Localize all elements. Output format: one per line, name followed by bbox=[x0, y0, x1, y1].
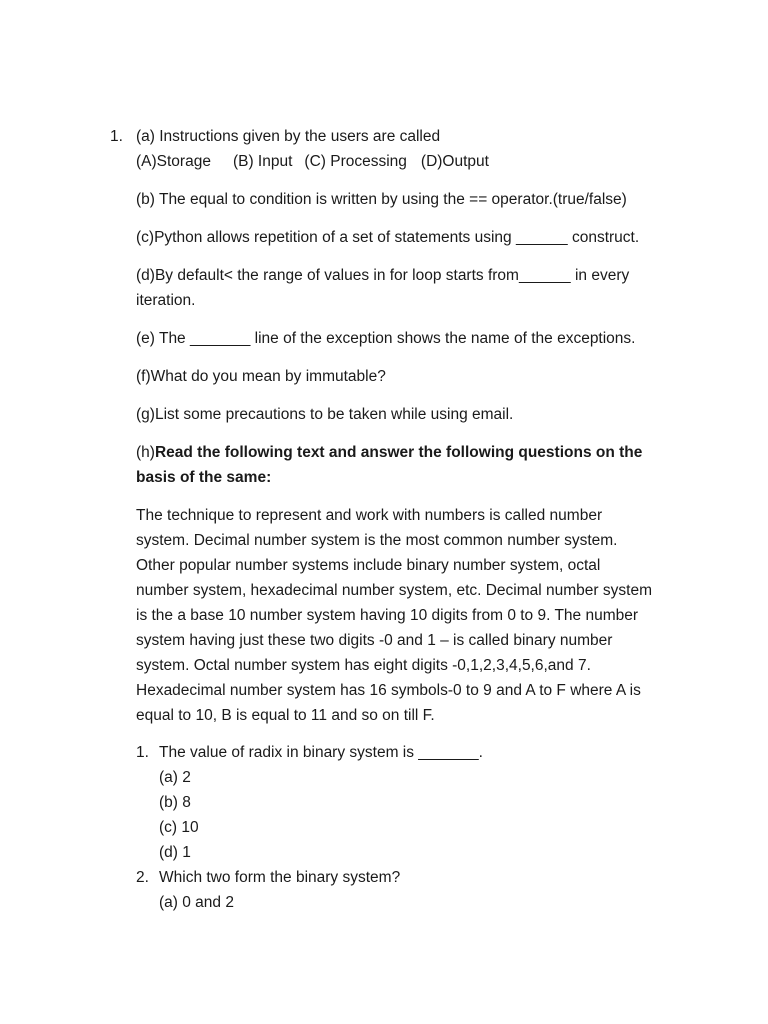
sub-question bbox=[136, 740, 692, 865]
question-number: 1. bbox=[110, 128, 123, 145]
part-a-options bbox=[136, 149, 692, 174]
passage-line: equal to 10, B is equal to 11 and so on till F. bbox=[136, 707, 435, 724]
option-c: (C) Processing bbox=[304, 153, 407, 170]
sub-question-text: The value of radix in binary system is _______. bbox=[159, 744, 483, 761]
sub-question-number: 1. bbox=[136, 744, 149, 761]
part-f: (f)What do you mean by immutable? bbox=[136, 368, 386, 385]
part-h-heading: Read the following text and answer the following questions on the bbox=[154, 444, 643, 461]
passage-line: system having just these two digits -0 and 1 – is called binary number bbox=[136, 632, 613, 649]
part-a bbox=[136, 124, 692, 174]
passage-line: Hexadecimal number system has 16 symbols-0 to 9 and A to F where A is bbox=[136, 682, 641, 699]
choice: (a) 2 bbox=[159, 769, 191, 786]
part-g: (g)List some precautions to be taken while using email. bbox=[136, 406, 514, 423]
passage-line: number system, hexadecimal number system, etc. Decimal number system bbox=[136, 582, 652, 599]
part-d-line-2: iteration. bbox=[136, 292, 196, 309]
choice: (b) 8 bbox=[159, 794, 191, 811]
part-h-prefix: (h) bbox=[136, 444, 155, 461]
choice: (c) 10 bbox=[159, 819, 199, 836]
part-h-line-2: basis of the same: bbox=[136, 469, 272, 486]
part-d-line-1: (d)By default< the range of values in for loop starts from______ in every bbox=[136, 267, 630, 284]
sub-question-number: 2. bbox=[136, 869, 149, 886]
choice: (a) 0 and 2 bbox=[159, 894, 234, 911]
passage-line: Other popular number systems include binary number system, octal bbox=[136, 557, 601, 574]
question-block bbox=[112, 124, 692, 915]
part-d bbox=[136, 263, 692, 313]
option-a: (A)Storage bbox=[136, 153, 211, 170]
passage-line: The technique to represent and work with numbers is called number bbox=[136, 507, 603, 524]
part-a-stem: (a) Instructions given by the users are called bbox=[136, 128, 441, 145]
option-d: (D)Output bbox=[420, 153, 489, 170]
part-e: (e) The _______ line of the exception shows the name of the exceptions. bbox=[136, 330, 636, 347]
passage-line: system. Decimal number system is the most common number system. bbox=[136, 532, 618, 549]
part-h-line-1 bbox=[136, 440, 692, 465]
question-body bbox=[136, 124, 692, 915]
passage-line: is the a base 10 number system having 10 digits from 0 to 9. The number bbox=[136, 607, 639, 624]
reading-passage bbox=[136, 503, 692, 728]
part-c: (c)Python allows repetition of a set of statements using ______ construct. bbox=[136, 229, 640, 246]
sub-question bbox=[136, 865, 692, 915]
part-b: (b) The equal to condition is written by using the == operator.(true/false) bbox=[136, 191, 627, 208]
option-b: (B) Input bbox=[232, 153, 293, 170]
sub-question-list bbox=[136, 740, 692, 915]
part-h bbox=[136, 440, 692, 490]
sub-question-text: Which two form the binary system? bbox=[159, 869, 401, 886]
choice: (d) 1 bbox=[159, 844, 191, 861]
passage-line: system. Octal number system has eight digits -0,1,2,3,4,5,6,and 7. bbox=[136, 657, 591, 674]
